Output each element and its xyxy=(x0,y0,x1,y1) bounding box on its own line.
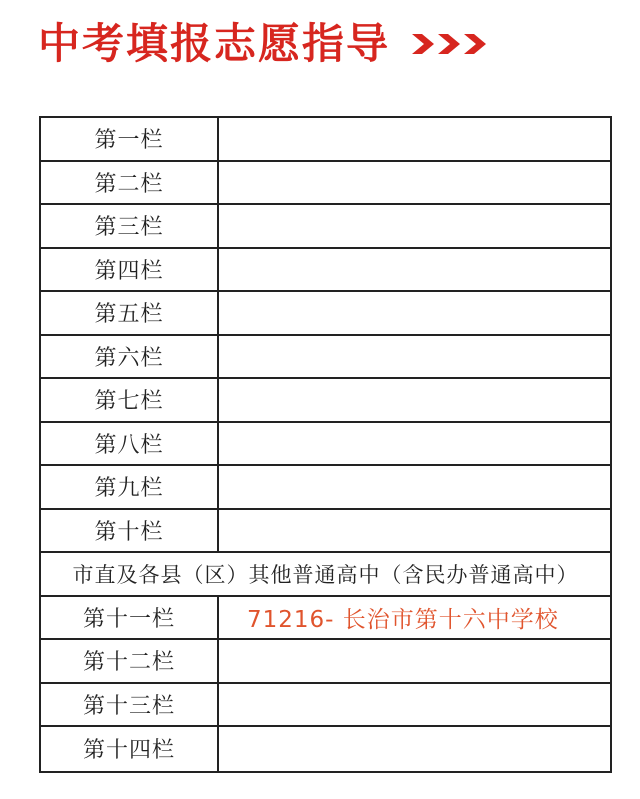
table-row xyxy=(41,423,610,467)
row-value[interactable] xyxy=(219,249,610,291)
table-row xyxy=(41,466,610,510)
page-header xyxy=(38,14,494,74)
table-row xyxy=(41,640,610,684)
row-label: 第十二栏 xyxy=(41,640,219,682)
row-value[interactable] xyxy=(219,118,610,160)
row-label: 第三栏 xyxy=(41,205,219,247)
row-value[interactable] xyxy=(219,727,610,771)
table-row xyxy=(41,510,610,554)
table-row xyxy=(41,249,610,293)
table-row xyxy=(41,379,610,423)
triple-chevron-right-icon xyxy=(412,14,494,74)
row-label: 第二栏 xyxy=(41,162,219,204)
row-value[interactable] xyxy=(219,640,610,682)
row-label: 第十一栏 xyxy=(41,597,219,639)
row-label: 第九栏 xyxy=(41,466,219,508)
section-header: 市直及各县（区）其他普通高中（含民办普通高中） xyxy=(72,562,579,587)
row-value[interactable] xyxy=(219,292,610,334)
row-value[interactable] xyxy=(219,336,610,378)
row-label: 第十栏 xyxy=(41,510,219,552)
table-row xyxy=(41,118,610,162)
table-row xyxy=(41,684,610,728)
row-value[interactable] xyxy=(219,205,610,247)
row-label: 第十三栏 xyxy=(41,684,219,726)
row-value[interactable] xyxy=(219,466,610,508)
row-label: 第五栏 xyxy=(41,292,219,334)
row-value[interactable] xyxy=(219,162,610,204)
row-label: 第八栏 xyxy=(41,423,219,465)
table-row xyxy=(41,162,610,206)
table-row xyxy=(41,727,610,771)
page-title: 中考填报志愿指导 xyxy=(38,19,391,68)
row-label: 第六栏 xyxy=(41,336,219,378)
row-value[interactable] xyxy=(219,423,610,465)
row-value[interactable] xyxy=(219,510,610,552)
table-row xyxy=(41,205,610,249)
row-value[interactable] xyxy=(219,379,610,421)
volunteer-table xyxy=(39,116,612,773)
table-row xyxy=(41,336,610,380)
row-label: 第四栏 xyxy=(41,249,219,291)
row-value[interactable]: 71216- 长治市第十六中学校 xyxy=(247,606,559,633)
row-value[interactable] xyxy=(219,684,610,726)
section-header-row xyxy=(41,553,610,597)
table-row xyxy=(41,292,610,336)
table-row xyxy=(41,597,610,641)
row-label: 第一栏 xyxy=(41,118,219,160)
row-label: 第七栏 xyxy=(41,379,219,421)
row-label: 第十四栏 xyxy=(41,727,219,771)
